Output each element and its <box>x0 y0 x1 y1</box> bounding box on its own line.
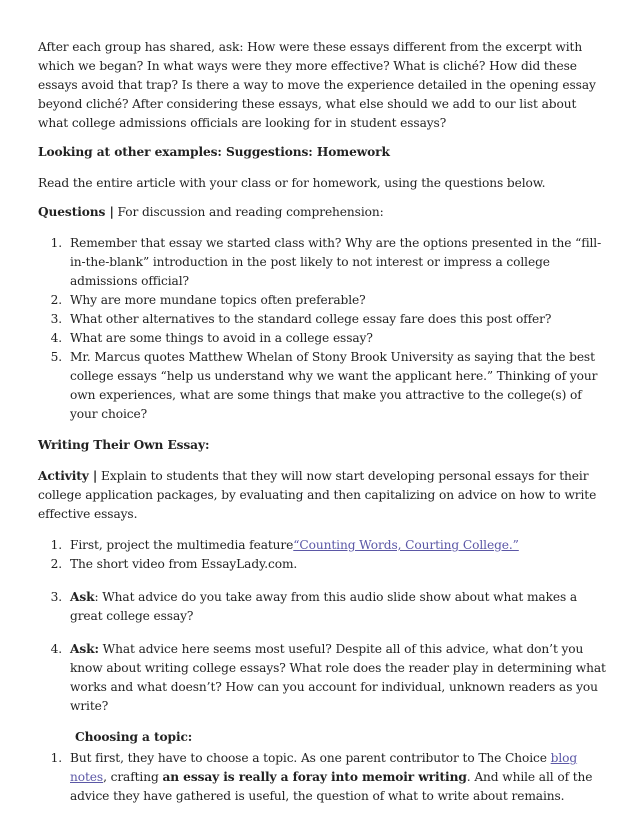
question-item: 3. What other alternatives to the standard college essay fare does this post offer? <box>50 312 552 326</box>
activity-paragraph <box>38 467 608 524</box>
heading-examples: Looking at other examples: Suggestions: Homework <box>38 145 390 159</box>
questions-text: For discussion and reading comprehension: <box>113 205 384 219</box>
heading-writing: Writing Their Own Essay: <box>38 438 210 452</box>
activity-item: 3. Ask: What advice do you take away from this audio slide show about what makes a great college essay? <box>50 590 578 623</box>
blog-notes-link[interactable]: blog notes <box>70 751 578 784</box>
question-item: 2. Why are more mundane topics often preferable? <box>50 293 366 307</box>
activity-text: Explain to students that they will now start developing personal essays for their college application packages, by evaluating and then capitalizing on advice on how to write effective essays. <box>38 469 597 521</box>
intro-paragraph: After each group has shared, ask: How were these essays different from the excerpt with which we began? In what ways were they more effective? What is cliché? How did these essays avoid that trap? Is there a way to move the experience detailed in the opening essay beyond cliché? After considering these essays, what else should we add to our list about what college admissions officials are looking for in student essays? <box>38 40 596 130</box>
activity-label: Activity | <box>38 469 98 483</box>
question-item: 1. Remember that essay we started class with? Why are the options presented in the “fill-in-the-blank” introduction in the post likely to not interest or impress a college admissions official? <box>50 236 602 288</box>
questions-label: Questions | <box>38 205 114 219</box>
question-item: 5. Mr. Marcus quotes Matthew Whelan of Stony Brook University as saying that the best college essays “help us understand why we want the applicant here.” Thinking of your own experiences, what are some things that make you attractive to the college(s) of your choice? <box>50 350 598 421</box>
activity-item: 4. Ask: What advice here seems most useful? Despite all of this advice, what don’t you know about writing college essays? What role does the reader play in determining what works and what doesn’t? How can you account for individual, unknown readers as you write? <box>50 642 606 713</box>
choosing-item: 1. But first, they have to choose a topic. As one parent contributor to The Choice blog notes, crafting an essay is really a foray into memoir writing. And while all of the advice they have gathered is useful, the question of what to write about remains. <box>50 751 593 803</box>
read-paragraph: Read the entire article with your class or for homework, using the questions below. <box>38 176 546 190</box>
choosing-topic-heading: Choosing a topic: <box>75 730 193 744</box>
choosing-list <box>38 749 608 806</box>
activity-item: 2. The short video from EssayLady.com. <box>50 557 298 571</box>
questions-intro <box>38 203 608 222</box>
activity-item: 1. First, project the multimedia feature“Counting Words, Courting College.” <box>50 538 519 552</box>
question-item: 4. What are some things to avoid in a college essay? <box>50 331 373 345</box>
questions-list <box>38 234 608 424</box>
activity-list <box>38 536 608 716</box>
counting-words-link[interactable]: “Counting Words, Courting College.” <box>293 538 519 552</box>
